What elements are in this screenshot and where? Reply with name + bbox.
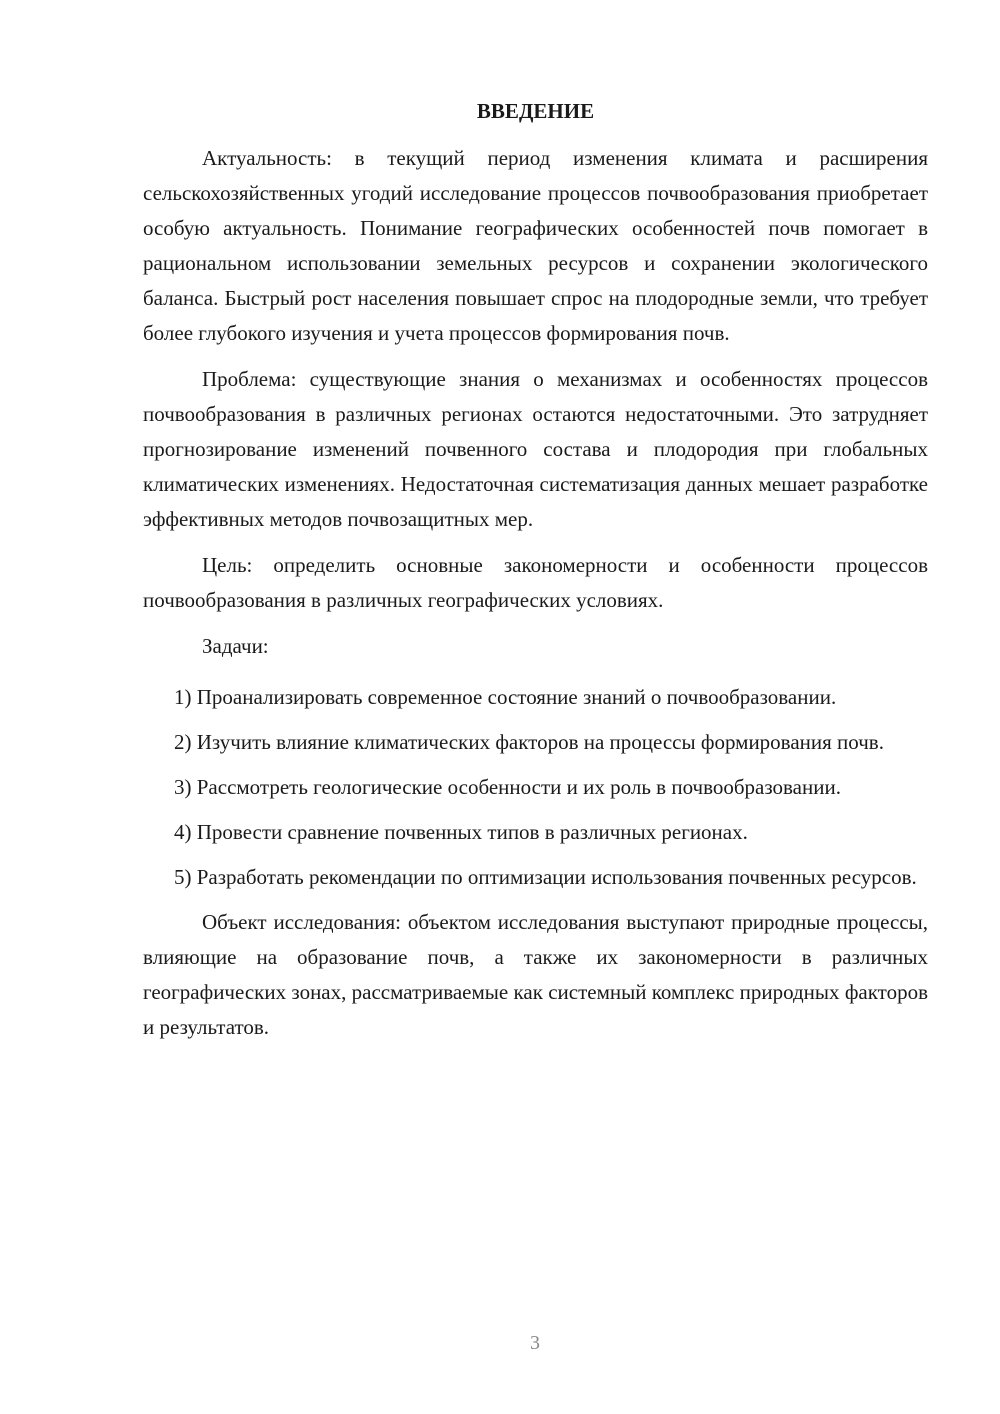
paragraph-relevance: Актуальность: в текущий период изменения климата и расширения сельскохозяйственных угодий исследование процессов почвообразования приобретает особую актуальность. Понимание географических особенностей почв помогает в рациональном использовании земельных ресурсов и сохранении экологического баланса. Быстрый рост населения повышает спрос на плодородные земли, что требует более глубокого изучения и учета процессов формирования почв. <box>143 146 928 345</box>
task-text: Разработать рекомендации по оптимизации использования почвенных ресурсов. <box>196 865 917 889</box>
page-number: 3 <box>530 1332 540 1354</box>
page-heading: ВВЕДЕНИЕ <box>476 99 595 123</box>
task-number: 5) <box>174 865 192 889</box>
task-number: 3) <box>174 775 192 799</box>
task-item-1 <box>143 680 928 715</box>
tasks-label: Задачи: <box>202 634 269 658</box>
task-item-4 <box>143 815 928 850</box>
paragraph-goal: Цель: определить основные закономерности и особенности процессов почвообразования в различных географических условиях. <box>143 553 928 612</box>
task-item-3 <box>143 770 928 805</box>
task-number: 1) <box>174 685 192 709</box>
task-item-5 <box>143 860 928 895</box>
task-text: Провести сравнение почвенных типов в различных регионах. <box>196 820 748 844</box>
task-number: 2) <box>174 730 192 754</box>
tasks-list <box>143 680 928 895</box>
task-text: Проанализировать современное состояние знаний о почвообразовании. <box>196 685 837 709</box>
task-number: 4) <box>174 820 192 844</box>
paragraph-problem: Проблема: существующие знания о механизмах и особенностях процессов почвообразования в различных регионах остаются недостаточными. Это затрудняет прогнозирование изменений почвенного состава и плодородия при глобальных климатических изменениях. Недостаточная систематизация данных мешает разработке эффективных методов почвозащитных мер. <box>143 367 928 531</box>
paragraph-object: Объект исследования: объектом исследования выступают природные процессы, влияющие на образование почв, а также их закономерности в различных географических зонах, рассматриваемые как системный комплекс природных факторов и результатов. <box>143 910 928 1039</box>
task-text: Изучить влияние климатических факторов на процессы формирования почв. <box>196 730 884 754</box>
task-item-2 <box>143 725 928 760</box>
document-page <box>143 94 928 1056</box>
task-text: Рассмотреть геологические особенности и их роль в почвообразовании. <box>196 775 841 799</box>
